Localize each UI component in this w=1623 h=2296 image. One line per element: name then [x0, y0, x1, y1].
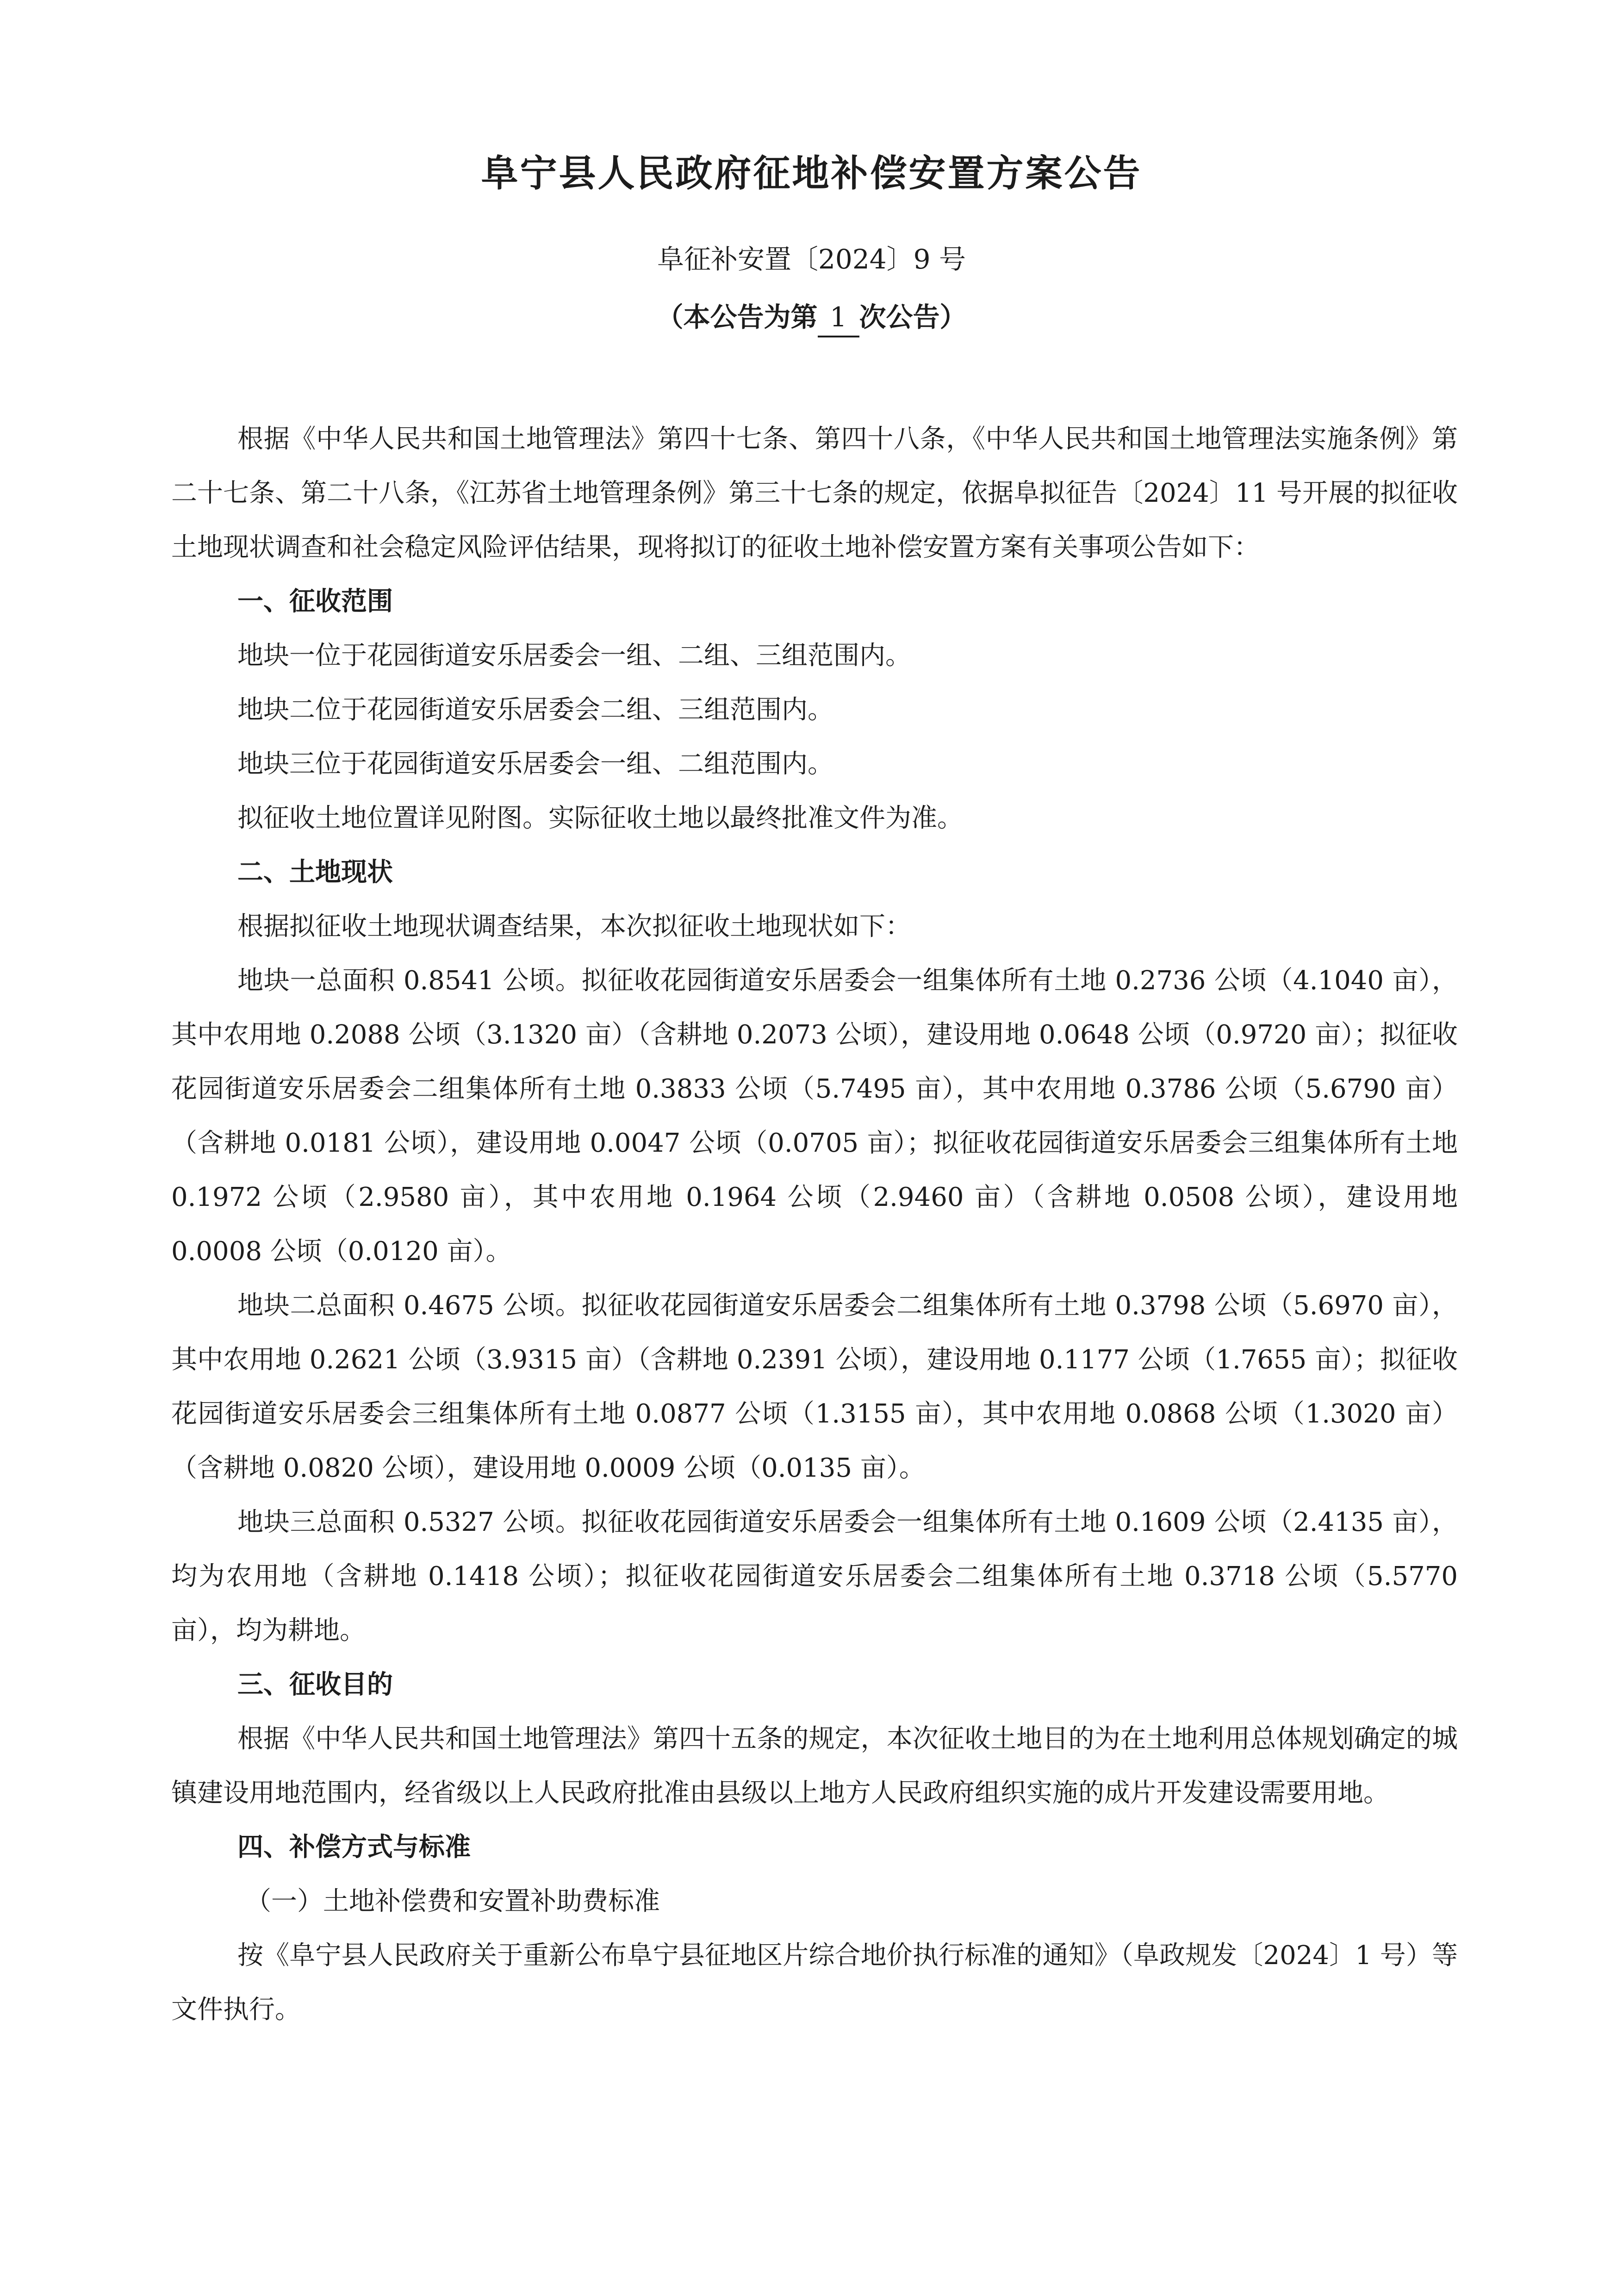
notice-prefix: （本公告为第 — [656, 301, 818, 333]
paragraph: 地块一总面积 0.8541 公顷。拟征收花园街道安乐居委会一组集体所有土地 0.2736 公顷（4.1040 亩），其中农用地 0.2088 公顷（3.1320 亩）（含耕地 0.2073 公顷），建设用地 0.0648 公顷（0.9720 亩）；拟征收花园街道安乐居委会二组集体所有土地 0.3833 公顷（5.7495 亩），其中农用地 0.3786 公顷（5.6790 亩）（含耕地 0.0181 公顷），建设用地 0.0047 公顷（0.0705 亩）；拟征收花园街道安乐居委会三组集体所有土地 0.1972 公顷（2.9580 亩），其中农用地 0.1964 公顷（2.9460 亩）（含耕地 0.0508 公顷），建设用地 0.0008 公顷（0.0120 亩）。 — [171, 966, 1458, 1267]
paragraph: 根据《中华人民共和国土地管理法》第四十五条的规定，本次征收土地目的为在土地利用总体规划确定的城镇建设用地范围内，经省级以上人民政府批准由县级以上地方人民政府组织实施的成片开发建设需要用地。 — [171, 1724, 1458, 1808]
intro-paragraph: 根据《中华人民共和国土地管理法》第四十七条、第四十八条，《中华人民共和国土地管理法实施条例》第二十七条、第二十八条，《江苏省土地管理条例》第三十七条的规定，依据阜拟征告〔2024〕11 号开展的拟征收土地现状调查和社会稳定风险评估结果，现将拟订的征收土地补偿安置方案有关事项公告如下： — [171, 424, 1458, 562]
paragraph: 地块二总面积 0.4675 公顷。拟征收花园街道安乐居委会二组集体所有土地 0.3798 公顷（5.6970 亩），其中农用地 0.2621 公顷（3.9315 亩）（含耕地 0.2391 公顷），建设用地 0.1177 公顷（1.7655 亩）；拟征收花园街道安乐居委会三组集体所有土地 0.0877 公顷（1.3155 亩），其中农用地 0.0868 公顷（1.3020 亩）（含耕地 0.0820 公顷），建设用地 0.0009 公顷（0.0135 亩）。 — [171, 1291, 1458, 1483]
paragraph: 根据拟征收土地现状调查结果，本次拟征收土地现状如下： — [237, 911, 911, 942]
section-heading-compensation: 四、补偿方式与标准 — [237, 1832, 471, 1862]
subsection-heading: （一）土地补偿费和安置补助费标准 — [245, 1886, 660, 1916]
notice-number: 1 — [818, 299, 859, 337]
paragraph: 拟征收土地位置详见附图。实际征收土地以最终批准文件为准。 — [237, 803, 963, 833]
paragraph: 按《阜宁县人民政府关于重新公布阜宁县征地区片综合地价执行标准的通知》（阜政规发〔2024〕1 号）等文件执行。 — [171, 1940, 1458, 2025]
document-number: 阜征补安置〔2024〕9 号 — [657, 243, 966, 275]
paragraph: 地块三位于花园街道安乐居委会一组、二组范围内。 — [237, 749, 833, 779]
paragraph: 地块三总面积 0.5327 公顷。拟征收花园街道安乐居委会一组集体所有土地 0.1609 公顷（2.4135 亩），均为农用地（含耕地 0.1418 公顷）；拟征收花园街道安乐居委会二组集体所有土地 0.3718 公顷（5.5770 亩），均为耕地。 — [171, 1507, 1458, 1646]
section-heading-scope: 一、征收范围 — [237, 586, 393, 617]
document-body — [171, 412, 1458, 2037]
section-heading-purpose: 三、征收目的 — [237, 1670, 393, 1700]
document-title: 阜宁县人民政府征地补偿安置方案公告 — [481, 152, 1142, 195]
notice-count-line — [0, 299, 1623, 337]
paragraph: 地块一位于花园街道安乐居委会一组、二组、三组范围内。 — [237, 641, 911, 671]
section-heading-land-status: 二、土地现状 — [237, 857, 393, 887]
paragraph: 地块二位于花园街道安乐居委会二组、三组范围内。 — [237, 695, 833, 725]
notice-suffix: 次公告） — [859, 301, 967, 333]
